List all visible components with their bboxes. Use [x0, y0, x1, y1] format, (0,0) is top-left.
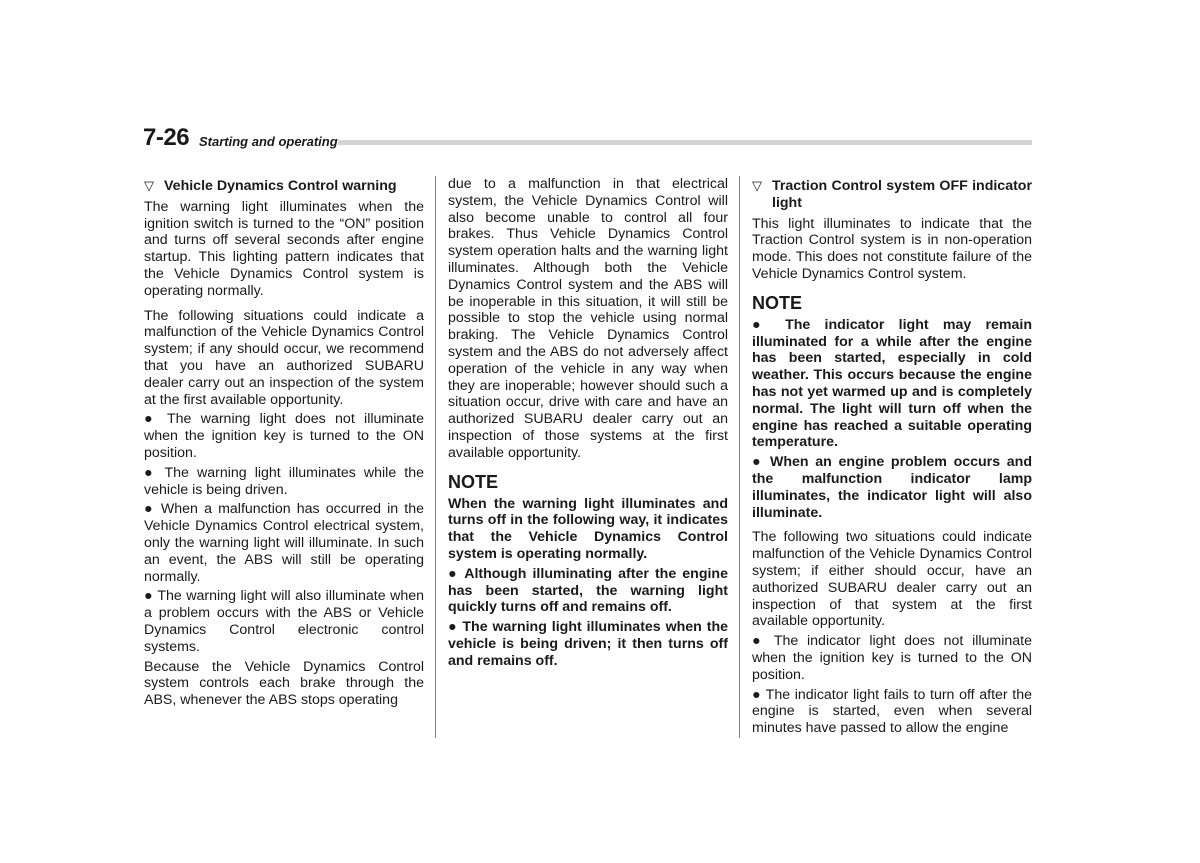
- column-divider-2: [739, 176, 740, 738]
- section-title: [199, 134, 338, 149]
- note-heading: NOTE: [448, 471, 499, 492]
- paragraph: This light illuminates to indicate that the Traction Control system is in non-operation mode. This does not constitute failure of the Vehicle Dynamics Control system.: [752, 215, 1032, 282]
- paragraph: due to a malfunction in that electrical system, the Vehicle Dynamics Control will also become unable to control all four brakes. Thus Vehicle Dynamics Control system operation halts and the warning light illuminates. Although both the Vehicle Dynamics Control system and the ABS will be inoperable in this situation, it will still be possible to stop the vehicle using normal braking. The Vehicle Dynamics Control system and the ABS do not adversely affect operation of the vehicle in any way when they are inoperable; however should such a situation occur, drive with care and have an authorized SUBARU dealer carry out an inspection of those systems at the first available opportunity.: [448, 176, 728, 461]
- bullet-item: ● The indicator light does not illuminate when the ignition key is turned to the ON position.: [752, 633, 1032, 683]
- bullet-item: ● When a malfunction has occurred in the Vehicle Dynamics Control electrical system, only the warning light will illuminate. In such an event, the ABS will still be operating normally.: [144, 501, 424, 585]
- column-2: [448, 176, 728, 673]
- page-header: [143, 124, 1032, 154]
- bullet-item: ● The warning light does not illuminate when the ignition key is turned to the ON position.: [144, 411, 424, 461]
- paragraph: The following situations could indicate a malfunction of the Vehicle Dynamics Control system; if any should occur, we recommend that you have an authorized SUBARU dealer carry out an inspection of the system at the first available opportunity.: [144, 307, 424, 408]
- paragraph: Because the Vehicle Dynamics Control system controls each brake through the ABS, whenever the ABS stops operating: [144, 658, 424, 709]
- note-bullet: ● The warning light illuminates when the vehicle is being driven; it then turns off and remains off.: [448, 619, 728, 669]
- paragraph: The following two situations could indicate malfunction of the Vehicle Dynamics Control system; if either should occur, have an authorized SUBARU dealer carry out an inspection of that system at the first available opportunity.: [752, 529, 1032, 630]
- bullet-item: ● The warning light will also illuminate when a problem occurs with the ABS or Vehicle Dynamics Control electronic control systems.: [144, 588, 424, 655]
- traction-heading: [752, 178, 1032, 212]
- note-bullet: ● Although illuminating after the engine has been started, the warning light quickly turns off and remains off.: [448, 565, 728, 616]
- triangle-marker-icon: ▽: [752, 178, 762, 193]
- note-bullet: ● When an engine problem occurs and the malfunction indicator lamp illuminates, the indicator light will also illuminate.: [752, 454, 1032, 521]
- heading-text: Traction Control system OFF indicator light: [772, 178, 1032, 211]
- paragraph: The warning light illuminates when the ignition switch is turned to the “ON” position and turns off several seconds after engine startup. This lighting pattern indicates that the Vehicle Dynamics Control system is operating normally.: [144, 198, 424, 299]
- column-1: [144, 176, 424, 717]
- triangle-marker-icon: ▽: [144, 178, 154, 193]
- section-title-text: Starting and operating: [199, 134, 338, 149]
- column-divider-1: [435, 176, 436, 738]
- warning-heading: [144, 178, 424, 195]
- bullet-item: ● The indicator light fails to turn off after the engine is started, even when several minutes have passed to allow the engine: [752, 686, 1032, 737]
- page-number: 7-26: [143, 124, 190, 151]
- note-paragraph: When the warning light illuminates and turns off in the following way, it indicates that the Vehicle Dynamics Control system is operating normally.: [448, 495, 728, 562]
- bullet-item: ● The warning light illuminates while the vehicle is being driven.: [144, 464, 424, 498]
- note-heading: NOTE: [752, 292, 803, 313]
- column-3: [752, 176, 1032, 740]
- heading-text: Vehicle Dynamics Control warning: [164, 178, 397, 194]
- note-bullet: ● The indicator light may remain illuminated for a while after the engine has been started, especially in cold weather. This occurs because the engine has not yet warmed up and is completely normal. The light will turn off when the engine has reached a suitable operating temperature.: [752, 316, 1032, 451]
